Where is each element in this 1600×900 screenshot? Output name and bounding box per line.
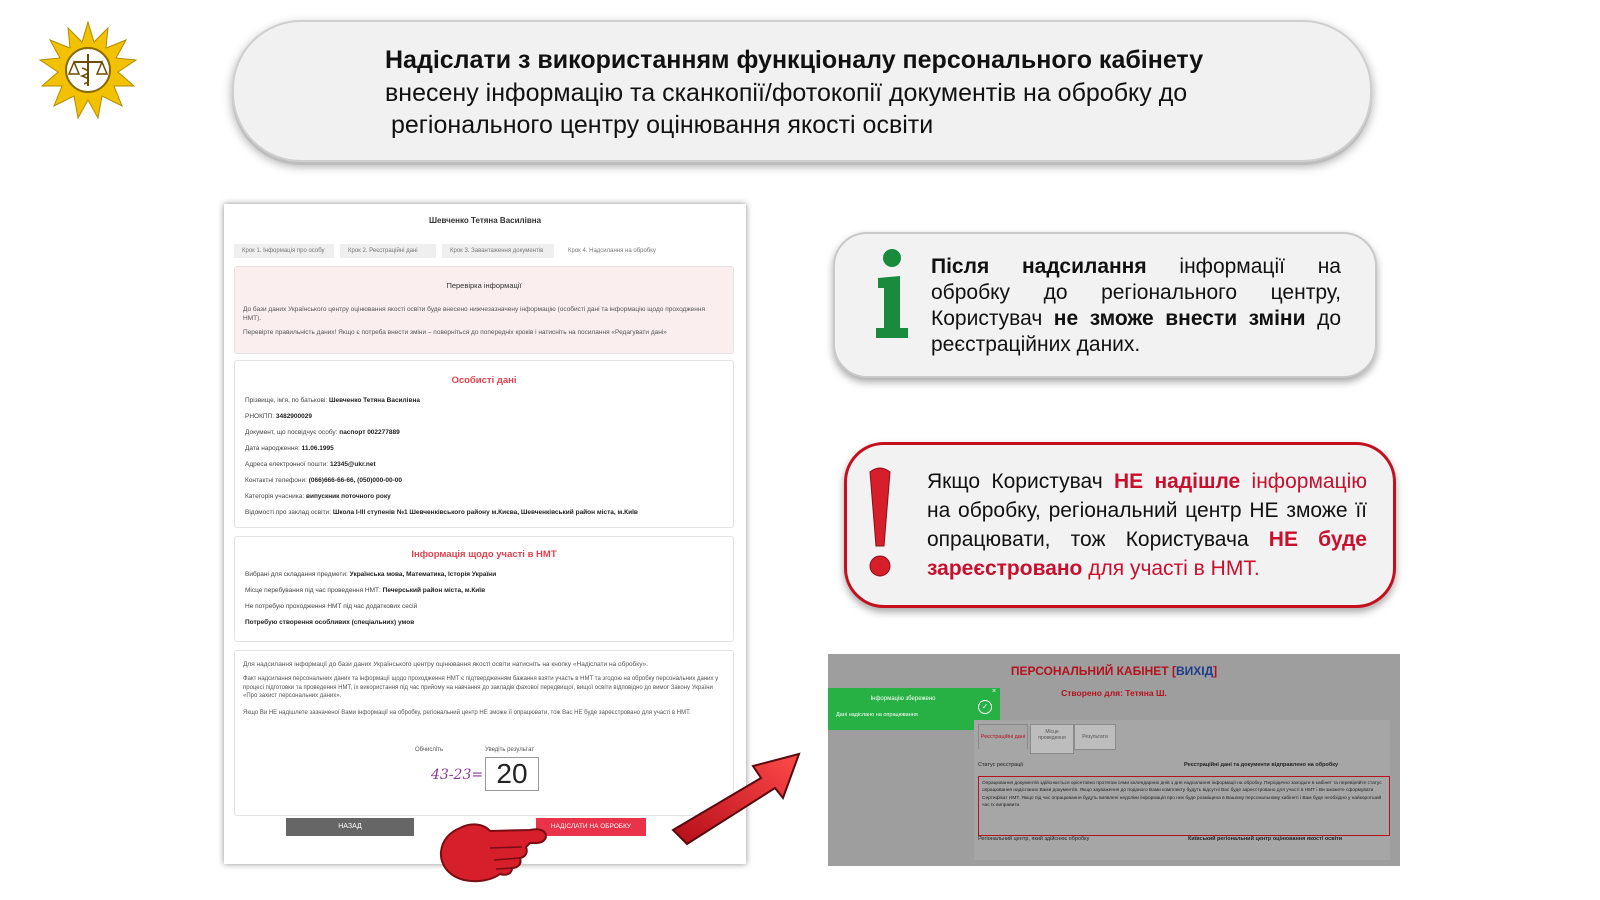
submit-panel bbox=[234, 650, 734, 816]
center-label: Регіональний центр, який здійснює обробку bbox=[978, 836, 1090, 842]
nmt-title: Інформація щодо участі в НМТ bbox=[411, 549, 557, 560]
check-text-2: Перевірте правильність даних! Якщо є потреба внести зміни – поверніться до попередніх кроків і натисніть на посилання «Редагувати дані» bbox=[243, 329, 667, 336]
personal-row: Категорія учасника: випускник поточного року bbox=[245, 493, 391, 500]
cabinet-screenshot bbox=[828, 654, 1400, 866]
submit-text-2: Факт надсилання персональних даних та інформації щодо проходження НМТ є підтвердженням бажання взяти участь в НМТ та згодою на обробку персональних даних у процесі підготовки та проведення НМТ, їх використання під час прийому на навчання до закладів фахової передвищої, вищої освіти відповідно до вимог Закону України «Про захист персональних даних». bbox=[243, 676, 719, 699]
submit-text-1: Для надсилання інформації до бази даних Українського центру оцінювання якості освіти натисніть на кнопку «Надіслати на обробку». bbox=[243, 661, 648, 668]
emblem-logo bbox=[38, 20, 138, 120]
step-2[interactable]: Крок 2. Реєстраційні дані bbox=[340, 244, 436, 258]
pointing-hand-icon bbox=[438, 822, 548, 884]
captcha-result-input[interactable]: 20 bbox=[485, 757, 539, 791]
captcha-image: 43-23= bbox=[431, 767, 484, 783]
center-value: Київський регіональний центр оцінювання якості освіти bbox=[1188, 836, 1343, 842]
toast-title: Інформацію збережено bbox=[870, 696, 936, 702]
status-label: Статус реєстрації bbox=[978, 762, 1024, 768]
processing-notice: Опрацювання документів здійснюється орієнтовно протягом семи календарних днів з дня надсилання інформації на обробку. Періодично заходьте в кабінет та перевіряйте статус опрацювання надісланих Вами документів. Якщо зауваження до поданого Вами комплекту будуть відсутні Вас буде зареєстровано для участі в НМТ і Ви зможете сформувати Сертифікат НМТ. Якщо під час опрацювання будуть виявлені недоліки інформація про них буде розміщена в Вашому персональному кабінеті і Вам буде необхідно у найкоротший час їх виправити. bbox=[978, 776, 1390, 836]
tab-results[interactable]: Результати bbox=[1074, 724, 1116, 750]
submit-text-3: Якщо Ви НЕ надішлете зазначеної Вами інформації на обробку, регіональний центр НЕ зможе її опрацювати, тож Вас НЕ буде зареєстровано для участі в НМТ. bbox=[243, 710, 691, 716]
back-button[interactable]: НАЗАД bbox=[286, 818, 414, 836]
tab-location[interactable]: Місце проведення bbox=[1030, 724, 1074, 754]
step-3[interactable]: Крок 3. Завантаження документів bbox=[442, 244, 554, 258]
tab-registration[interactable]: Реєстраційні дані bbox=[978, 724, 1028, 749]
personal-row: Відомості про заклад освіти: Школа I-III ступенів №1 Шевченківського району м.Києва, Шевченківський район міста, м.Київ bbox=[245, 509, 638, 516]
close-icon[interactable]: × bbox=[992, 688, 997, 695]
exit-link[interactable]: ВИХІД bbox=[1175, 664, 1214, 678]
captcha-label: Обчисліть bbox=[415, 747, 444, 753]
result-label: Уведіть результат bbox=[485, 747, 535, 753]
cabinet-title: ПЕРСОНАЛЬНИЙ КАБІНЕТ [ВИХІД] bbox=[1010, 664, 1218, 678]
info-icon bbox=[870, 248, 910, 340]
personal-row: Документ, що посвідчує особу: паспорт 002277889 bbox=[245, 429, 400, 436]
status-value: Реєстраційні дані та документи відправлено на обробку bbox=[1184, 762, 1339, 768]
personal-row: Дата народження: 11.06.1995 bbox=[245, 445, 334, 452]
nmt-row: Вибрані для складання предмети: Українська мова, Математика, Історія України bbox=[245, 571, 497, 578]
check-text-1: До бази даних Українського центру оцінювання якості освіти буде внесено нижчезазначену інформацію (особисті дані та інформацію щодо проходження НМТ). bbox=[243, 306, 705, 322]
check-icon: ✓ bbox=[978, 700, 992, 714]
personal-panel bbox=[234, 360, 734, 528]
nmt-panel bbox=[234, 536, 734, 642]
warning-text: Якщо Користувач НЕ надішле інформацію на обробку, регіональний центр НЕ зможе її опрацювати, тож Користувача НЕ буде зареєстровано для участі в НМТ. bbox=[927, 470, 1368, 580]
exclamation-icon bbox=[868, 466, 892, 580]
banner-title: Надіслати з використанням функціоналу персонального кабінету bbox=[385, 46, 1204, 74]
banner-line-1: внесену інформацію та сканкопії/фотокопії документів на обробку до bbox=[385, 79, 1188, 107]
send-to-processing-button[interactable]: НАДІСЛАТИ НА ОБРОБКУ bbox=[536, 818, 646, 836]
nmt-row: Місце перебування під час проведення НМТ: Печерський район міста, м.Київ bbox=[245, 587, 486, 594]
nmt-row: Потребую створення особливих (спеціальних) умов bbox=[245, 619, 415, 626]
step-4[interactable]: Крок 4. Надсилання на обробку bbox=[560, 244, 670, 258]
check-title: Перевірка інформації bbox=[446, 281, 522, 290]
nmt-row: Не потребую проходження НМТ під час додаткових сесій bbox=[245, 603, 418, 610]
personal-row: РНОКПП: 3482900029 bbox=[245, 413, 312, 420]
info-text: Після надсилання інформації на обробку до регіонального центру, Користувач не зможе внести зміни до реєстраційних даних. bbox=[931, 255, 1341, 356]
personal-title: Особисті дані bbox=[451, 375, 517, 386]
step-1[interactable]: Крок 1. Інформація про особу bbox=[234, 244, 334, 258]
created-for: Створено для: Тетяна Ш. bbox=[1061, 688, 1167, 698]
user-name: Шевченко Тетяна Василівна bbox=[428, 216, 542, 225]
toast-text: Дані надіслано на опрацювання bbox=[836, 712, 918, 718]
arrow-icon bbox=[665, 748, 805, 858]
banner-line-2: регіонального центру оцінювання якості освіти bbox=[391, 111, 934, 139]
check-panel bbox=[234, 266, 734, 354]
personal-row: Контактні телефони: (066)666-66-66, (050)000-00-00 bbox=[245, 477, 402, 484]
personal-row: Адреса електронної пошти: 12345@ukr.net bbox=[245, 461, 376, 468]
personal-row: Прізвище, ім'я, по батькові: Шевченко Тетяна Василівна bbox=[245, 397, 421, 404]
cabinet-content bbox=[974, 720, 1390, 860]
